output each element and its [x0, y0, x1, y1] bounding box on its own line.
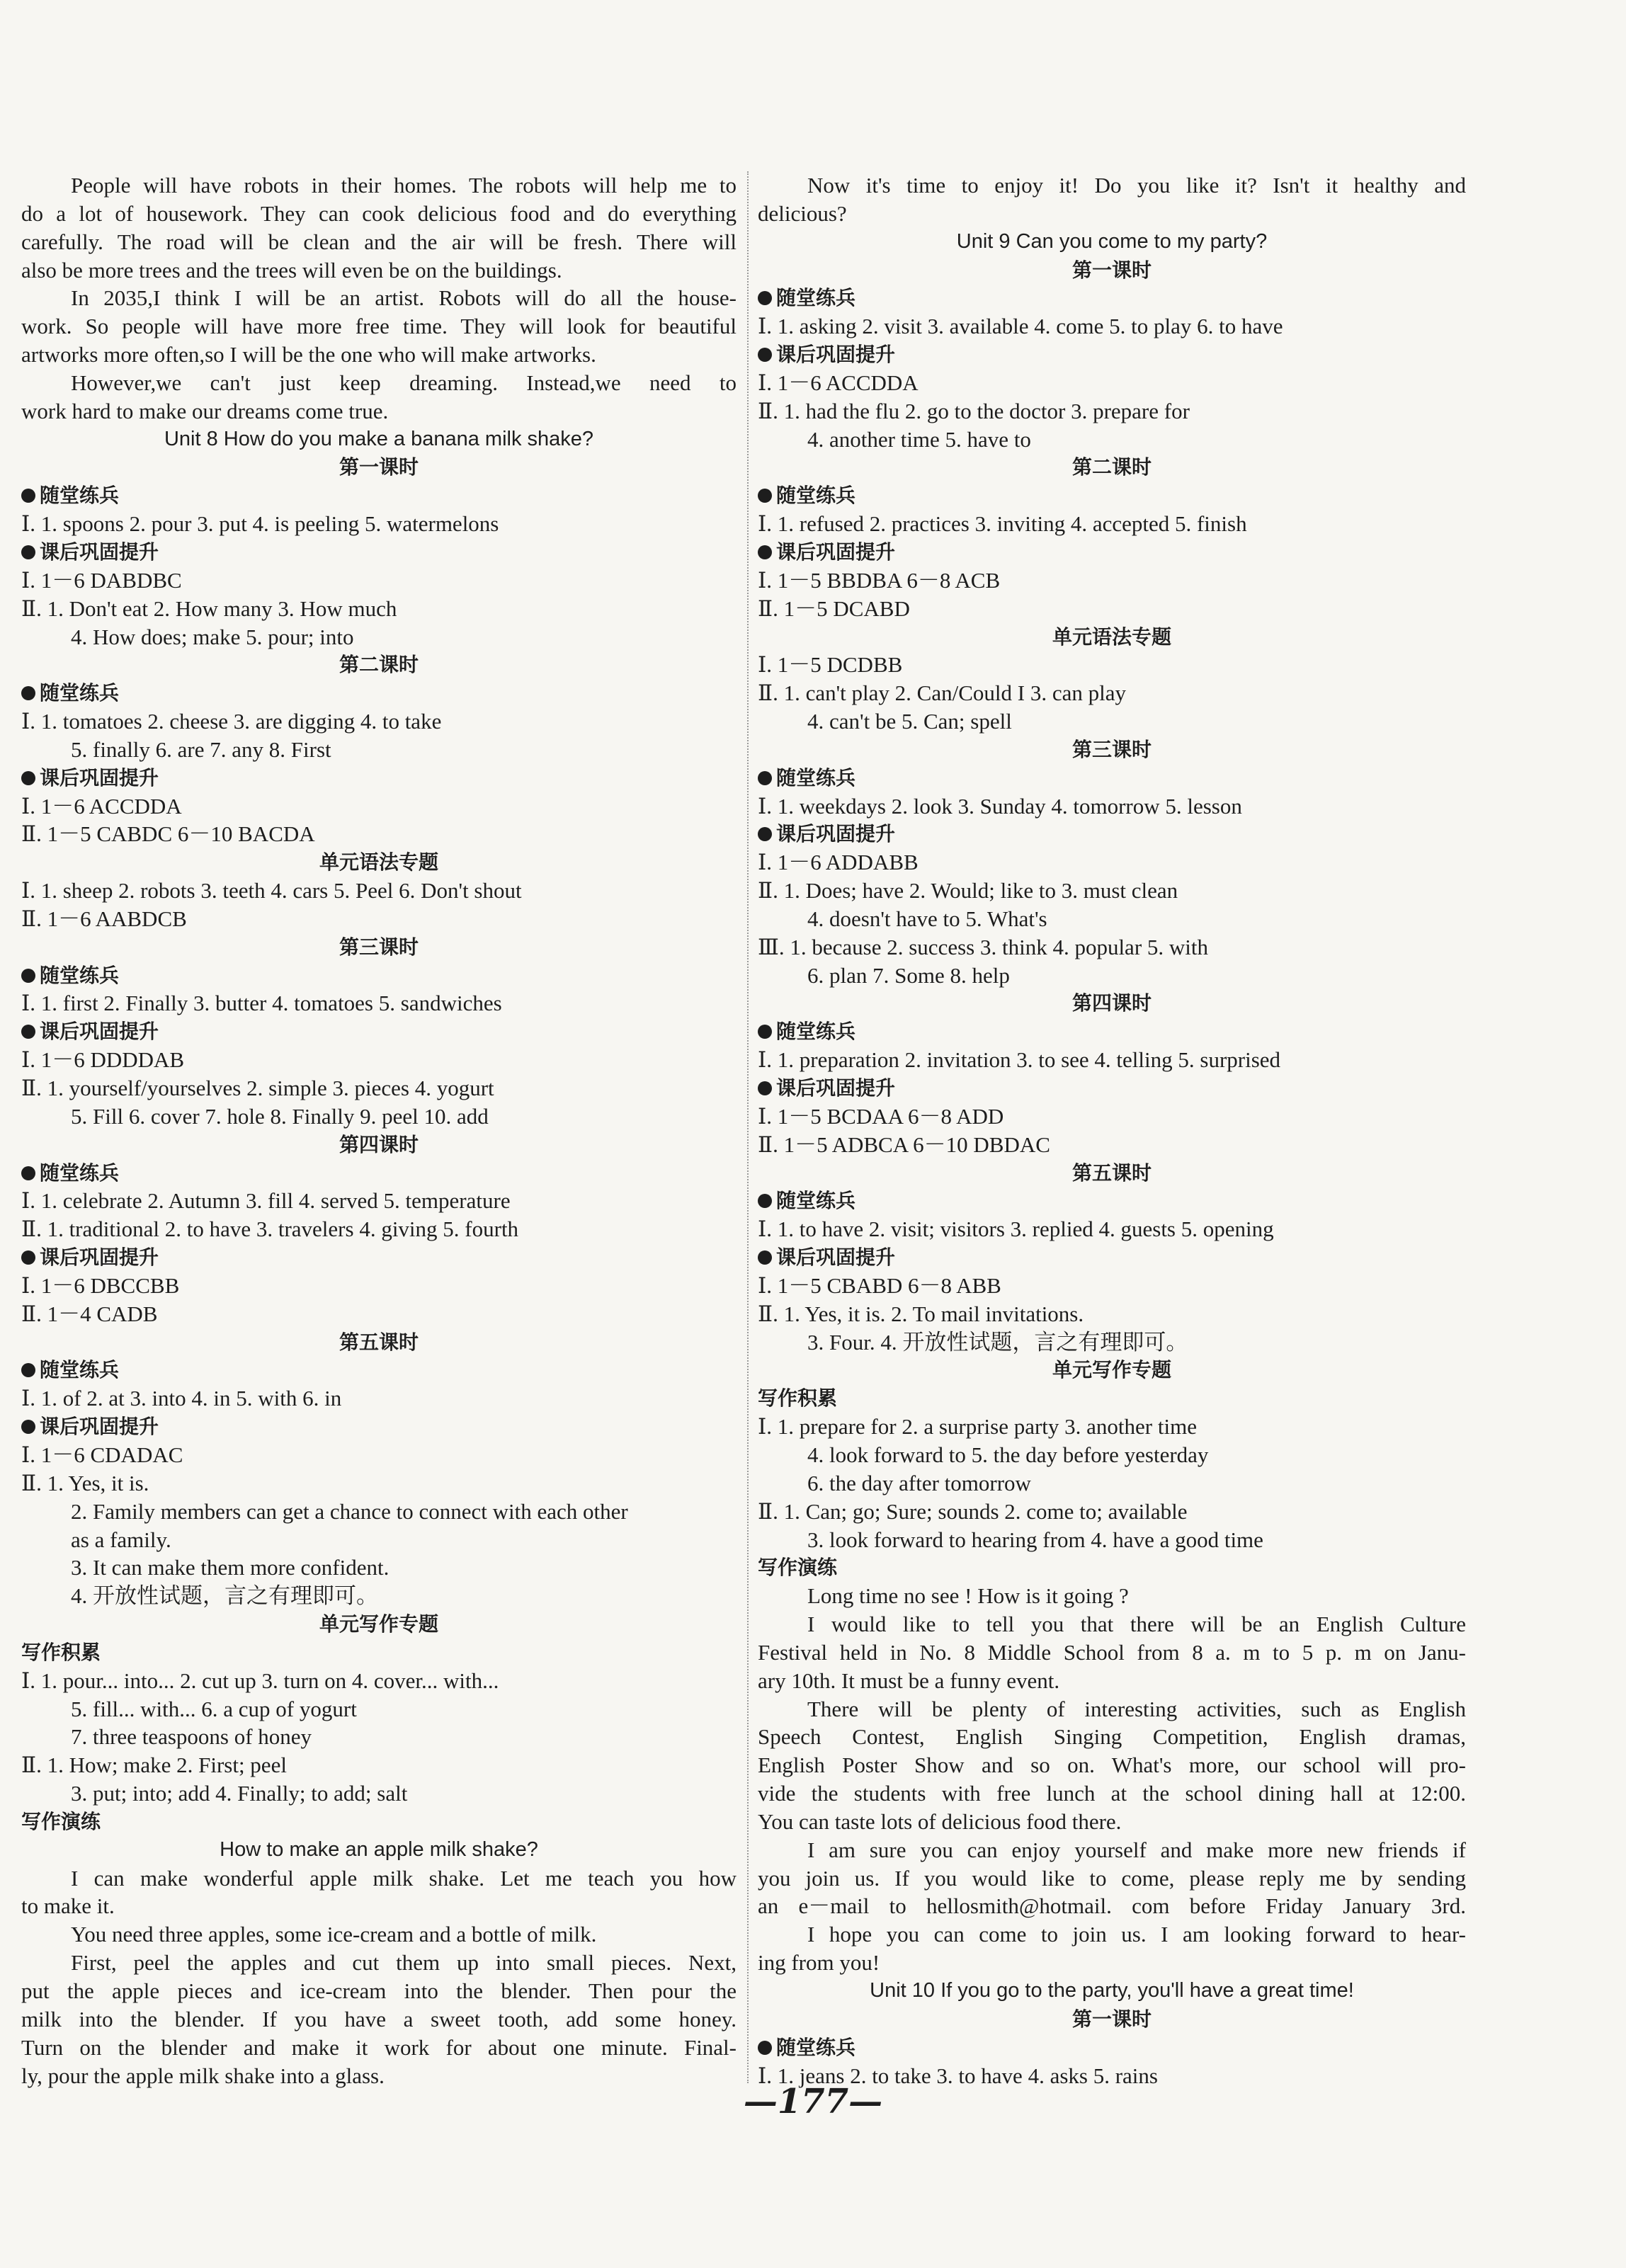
lesson-heading: 单元写作专题: [1052, 1358, 1171, 1382]
text-line: Ⅱ. 1－5 ADBCA 6－10 DBDAC: [758, 1132, 1050, 1157]
text-line: In 2035,I think I will be an artist. Robots will do all the house-: [71, 285, 737, 311]
section-label: 写作积累: [21, 1640, 101, 1664]
text-line: 2. Family members can get a chance to connect with each other: [71, 1498, 628, 1524]
bullet-icon: [758, 1025, 772, 1039]
text-line: Ⅲ. 1. because 2. success 3. think 4. popular 5. with: [758, 934, 1208, 959]
unit-title: Unit 9 Can you come to my party?: [956, 229, 1268, 253]
text-line: I am sure you can enjoy yourself and make more new friends if: [807, 1837, 1466, 1862]
text-line: Ⅰ. 1－6 ACCDDA: [758, 370, 919, 395]
text-line: Festival held in No. 8 Middle School from 8 a. m to 5 p. m on Janu-: [758, 1639, 1466, 1665]
page-number: —177—: [743, 2082, 883, 2121]
section-header: 课后巩固提升: [758, 820, 1466, 848]
section-header: 随堂练兵: [21, 962, 737, 990]
text-line: 4. 开放性试题，言之有理即可。: [71, 1583, 378, 1609]
section-label: 写作演练: [21, 1809, 101, 1833]
text-line: 3. Four. 4. 开放性试题，言之有理即可。: [807, 1329, 1188, 1355]
section-header: 随堂练兵: [758, 1187, 1466, 1215]
text-line: I can make wonderful apple milk shake. Let me teach you how: [71, 1865, 737, 1891]
bullet-icon: [758, 291, 772, 305]
text-line: Ⅰ. 1. asking 2. visit 3. available 4. come 5. to play 6. to have: [758, 314, 1283, 339]
lesson-heading: 第四课时: [339, 1132, 419, 1156]
text-line: delicious?: [758, 200, 847, 226]
bullet-icon: [21, 771, 35, 785]
bullet-icon: [758, 489, 772, 503]
text-line: Ⅰ. 1－6 DBCCBB: [21, 1272, 180, 1298]
text-line: Ⅱ. 1－4 CADB: [21, 1301, 158, 1326]
text-line: put the apple pieces and ice-cream into the blender. Then pour the: [21, 1978, 737, 2003]
bullet-icon: [21, 969, 35, 983]
text-line: People will have robots in their homes. The robots will help me to: [71, 173, 737, 198]
text-line: Ⅰ. 1. preparation 2. invitation 3. to see 4. telling 5. surprised: [758, 1047, 1281, 1073]
text-line: Ⅰ. 1－6 CDADAC: [21, 1442, 183, 1467]
bullet-icon: [758, 827, 772, 841]
text-line: 4. another time 5. have to: [807, 426, 1031, 452]
lesson-heading: 单元语法专题: [1052, 625, 1171, 649]
section-header: 随堂练兵: [758, 1018, 1466, 1046]
section-header: 随堂练兵: [21, 1356, 737, 1384]
text-line: Ⅰ. 1－5 DCDBB: [758, 652, 903, 678]
text-line: 4. doesn't have to 5. What's: [807, 906, 1047, 931]
text-line: Ⅰ. 1. weekdays 2. look 3. Sunday 4. tomorrow 5. lesson: [758, 793, 1242, 819]
section-label: 写作积累: [758, 1386, 838, 1411]
bullet-icon: [21, 545, 35, 559]
bullet-icon: [21, 686, 35, 700]
text-line: milk into the blender. If you have a sweet tooth, add some honey.: [21, 2006, 737, 2031]
text-line: Speech Contest, English Singing Competition, English dramas,: [758, 1724, 1466, 1750]
bullet-icon: [21, 1363, 35, 1377]
lesson-heading: 第一课时: [339, 455, 419, 479]
text-line: You need three apples, some ice-cream and a bottle of milk.: [71, 1922, 597, 1947]
text-line: work. So people will have more free time. They will look for beautiful: [21, 314, 737, 339]
bullet-icon: [21, 1166, 35, 1180]
lesson-heading: 单元语法专题: [319, 850, 438, 874]
lesson-heading: 第二课时: [339, 653, 419, 677]
text-line: 3. It can make them more confident.: [71, 1555, 390, 1580]
text-line: 5. Fill 6. cover 7. hole 8. Finally 9. peel 10. add: [71, 1103, 489, 1129]
text-line: 6. plan 7. Some 8. help: [807, 962, 1010, 988]
bullet-icon: [758, 1194, 772, 1208]
text-line: ary 10th. It must be a funny event.: [758, 1668, 1060, 1693]
text-line: Ⅰ. 1－6 ACCDDA: [21, 793, 182, 819]
text-line: I hope you can come to join us. I am looking forward to hear-: [807, 1922, 1466, 1947]
lesson-heading: 第四课时: [1071, 991, 1152, 1015]
text-line: 4. look forward to 5. the day before yesterday: [807, 1442, 1209, 1467]
text-line: 3. look forward to hearing from 4. have a good time: [807, 1527, 1263, 1552]
text-line: I would like to tell you that there will be an English Culture: [807, 1612, 1466, 1637]
text-line: artworks more often,so I will be the one who will make artworks.: [21, 342, 596, 367]
text-line: do a lot of housework. They can cook delicious food and do everything: [21, 200, 737, 226]
lesson-heading: 第三课时: [1071, 737, 1152, 761]
text-line: Ⅱ. 1. had the flu 2. go to the doctor 3. prepare for: [758, 398, 1190, 423]
text-line: 6. the day after tomorrow: [807, 1470, 1031, 1495]
text-line: Ⅱ. 1. Yes, it is.: [21, 1470, 149, 1495]
unit-title: Unit 8 How do you make a banana milk shake?: [164, 427, 594, 450]
text-line: 4. How does; make 5. pour; into: [71, 624, 354, 649]
text-line: Ⅰ. 1. first 2. Finally 3. butter 4. tomatoes 5. sandwiches: [21, 991, 502, 1016]
text-line: Ⅰ. 1－6 ADDABB: [758, 850, 919, 875]
text-line: carefully. The road will be clean and the air will be fresh. There will: [21, 229, 737, 254]
bullet-icon: [21, 489, 35, 503]
section-header: 课后巩固提升: [21, 538, 737, 566]
section-header: 随堂练兵: [21, 481, 737, 510]
text-line: as a family.: [71, 1527, 171, 1552]
text-line: Ⅰ. 1. celebrate 2. Autumn 3. fill 4. served 5. temperature: [21, 1188, 511, 1214]
bullet-icon: [21, 1250, 35, 1265]
text-line: Ⅰ. 1. refused 2. practices 3. inviting 4. accepted 5. finish: [758, 511, 1247, 537]
text-line: 7. three teaspoons of honey: [71, 1724, 312, 1750]
text-line: Ⅰ. 1－5 CBABD 6－8 ABB: [758, 1272, 1001, 1298]
lesson-heading: 第一课时: [1071, 258, 1152, 282]
section-header: 随堂练兵: [758, 284, 1466, 312]
text-line: However,we can't just keep dreaming. Instead,we need to: [71, 370, 737, 395]
text-line: Ⅱ. 1. Yes, it is. 2. To mail invitations.: [758, 1301, 1084, 1326]
text-line: ing from you!: [758, 1950, 880, 1976]
text-line: Ⅰ. 1－6 DDDDAB: [21, 1047, 185, 1073]
text-line: Ⅱ. 1－6 AABDCB: [21, 906, 187, 931]
text-line: Ⅰ. 1. prepare for 2. a surprise party 3. another time: [758, 1414, 1197, 1440]
section-header: 课后巩固提升: [758, 341, 1466, 369]
text-line: Ⅱ. 1. traditional 2. to have 3. travelers 4. giving 5. fourth: [21, 1216, 519, 1242]
section-header: 课后巩固提升: [758, 538, 1466, 566]
right-column: [758, 171, 1466, 2090]
text-line: Ⅱ. 1－5 DCABD: [758, 596, 910, 621]
section-header: 随堂练兵: [758, 2034, 1466, 2062]
text-line: Long time no see ! How is it going ?: [807, 1583, 1129, 1609]
text-line: Ⅱ. 1. How; make 2. First; peel: [21, 1753, 287, 1778]
text-line: 5. fill... with... 6. a cup of yogurt: [71, 1696, 357, 1721]
section-header: 课后巩固提升: [758, 1243, 1466, 1272]
section-header: 课后巩固提升: [21, 1413, 737, 1441]
lesson-heading: 第五课时: [1071, 1161, 1152, 1185]
text-line: Ⅰ. 1. of 2. at 3. into 4. in 5. with 6. in: [21, 1386, 342, 1411]
text-line: Ⅱ. 1. Does; have 2. Would; like to 3. must clean: [758, 878, 1178, 904]
bullet-icon: [21, 1420, 35, 1434]
text-line: vide the students with free lunch at the school dining hall at 12:00.: [758, 1781, 1466, 1806]
lesson-heading: 第二课时: [1071, 455, 1152, 479]
text-line: Now it's time to enjoy it! Do you like it? Isn't it healthy and: [807, 173, 1466, 198]
lesson-heading: 第五课时: [339, 1330, 419, 1354]
left-column: [21, 171, 737, 2090]
text-line: you join us. If you would like to come, please reply me by sending: [758, 1865, 1466, 1891]
bullet-icon: [758, 545, 772, 559]
section-header: 课后巩固提升: [758, 1074, 1466, 1102]
text-line: You can taste lots of delicious food there.: [758, 1808, 1122, 1834]
text-line: There will be plenty of interesting activities, such as English: [807, 1696, 1466, 1721]
text-line: Turn on the blender and make it work for about one minute. Final-: [21, 2034, 737, 2060]
text-line: Ⅰ. 1－6 DABDBC: [21, 567, 182, 593]
column-divider: [747, 171, 749, 2083]
bullet-icon: [758, 1081, 772, 1095]
text-line: English Poster Show and so on. What's more, our school will pro-: [758, 1753, 1466, 1778]
text-line: an e－mail to hellosmith@hotmail. com before Friday January 3rd.: [758, 1893, 1466, 1919]
section-header: 随堂练兵: [21, 679, 737, 707]
text-line: Ⅰ. 1－5 BBDBA 6－8 ACB: [758, 567, 1001, 593]
bullet-icon: [758, 348, 772, 362]
text-line: Ⅱ. 1－5 CABDC 6－10 BACDA: [21, 821, 315, 847]
section-header: 随堂练兵: [758, 764, 1466, 792]
text-line: Ⅱ. 1. can't play 2. Can/Could I 3. can play: [758, 680, 1126, 706]
text-line: Ⅰ. 1－5 BCDAA 6－8 ADD: [758, 1103, 1004, 1129]
text-line: also be more trees and the trees will even be on the buildings.: [21, 257, 562, 283]
bullet-icon: [758, 2041, 772, 2055]
text-line: to make it.: [21, 1893, 115, 1919]
text-line: 4. can't be 5. Can; spell: [807, 709, 1012, 734]
text-line: ly, pour the apple milk shake into a glass.: [21, 2063, 385, 2088]
unit-title: Unit 10 If you go to the party, you'll have a great time!: [870, 1979, 1354, 2002]
bullet-icon: [21, 1025, 35, 1039]
text-line: First, peel the apples and cut them up into small pieces. Next,: [71, 1950, 737, 1976]
section-header: 随堂练兵: [758, 481, 1466, 510]
lesson-heading: 第一课时: [1071, 2007, 1152, 2031]
text-line: Ⅰ. 1. to have 2. visit; visitors 3. replied 4. guests 5. opening: [758, 1216, 1274, 1242]
text-line: 5. finally 6. are 7. any 8. First: [71, 736, 331, 762]
text-line: Ⅰ. 1. tomatoes 2. cheese 3. are digging 4. to take: [21, 709, 442, 734]
text-line: Ⅱ. 1. Don't eat 2. How many 3. How much: [21, 596, 397, 621]
section-header: 课后巩固提升: [21, 1243, 737, 1272]
text-line: work hard to make our dreams come true.: [21, 398, 389, 423]
text-line: Ⅰ. 1. jeans 2. to take 3. to have 4. asks 5. rains: [758, 2063, 1158, 2088]
lesson-heading: 第三课时: [339, 935, 419, 959]
section-label: 写作演练: [758, 1556, 838, 1580]
text-line: Ⅱ. 1. Can; go; Sure; sounds 2. come to; available: [758, 1498, 1188, 1524]
text-line: Ⅰ. 1. pour... into... 2. cut up 3. turn on 4. cover... with...: [21, 1668, 499, 1693]
section-header: 随堂练兵: [21, 1159, 737, 1187]
text-line: Ⅱ. 1. yourself/yourselves 2. simple 3. pieces 4. yogurt: [21, 1076, 494, 1100]
unit-title: How to make an apple milk shake?: [220, 1837, 538, 1861]
bullet-icon: [758, 771, 772, 785]
lesson-heading: 单元写作专题: [319, 1612, 438, 1636]
section-header: 课后巩固提升: [21, 1018, 737, 1046]
section-header: 课后巩固提升: [21, 764, 737, 792]
text-line: 3. put; into; add 4. Finally; to add; salt: [71, 1781, 408, 1806]
text-line: Ⅰ. 1. sheep 2. robots 3. teeth 4. cars 5. Peel 6. Don't shout: [21, 878, 522, 904]
bullet-icon: [758, 1250, 772, 1265]
text-line: Ⅰ. 1. spoons 2. pour 3. put 4. is peeling 5. watermelons: [21, 511, 499, 537]
